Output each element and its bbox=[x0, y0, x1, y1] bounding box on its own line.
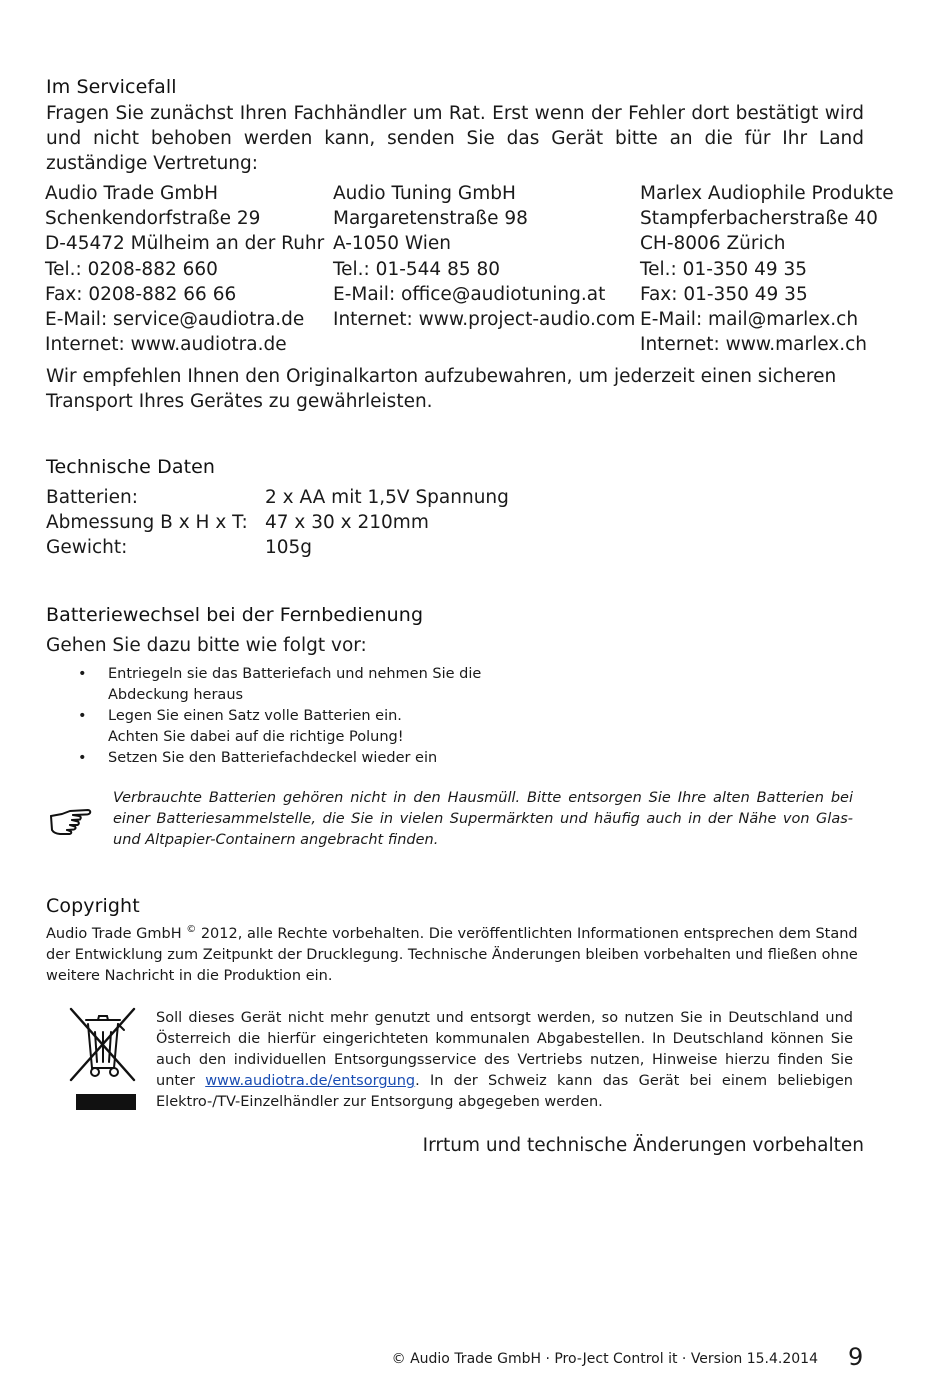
contact-line: Internet: www.project-audio.com bbox=[333, 309, 636, 331]
page-number: 9 bbox=[848, 1343, 864, 1371]
battery-note: Verbrauchte Batterien gehören nicht in den Hausmüll. Bitte entsorgen Sie Ihre alten Batterien bei einer Batteriesammelstelle, die Sie in vielen Supermärkten und häufig auch in der Nähe von Glas- und Altpapier-Containern angebracht finden. bbox=[113, 790, 853, 848]
contact-line: Margaretenstraße 98 bbox=[333, 208, 528, 230]
battery-intro: Gehen Sie dazu bitte wie folgt vor: bbox=[46, 635, 367, 656]
contact-line: Audio Tuning GmbH bbox=[333, 183, 516, 204]
disclaimer: Irrtum und technische Änderungen vorbehalten bbox=[422, 1135, 864, 1156]
service-recommendation: Wir empfehlen Ihnen den Originalkarton aufzubewahren, um jederzeit einen sicheren Transport Ihres Gerätes zu gewährleisten. bbox=[46, 366, 837, 412]
footer-text: © Audio Trade GmbH · Pro-Ject Control it · Version 15.4.2014 bbox=[391, 1351, 818, 1367]
service-heading: Im Servicefall bbox=[46, 76, 177, 98]
disposal-link[interactable]: www.audiotra.de/entsorgung bbox=[205, 1073, 416, 1089]
spec-row bbox=[46, 510, 509, 535]
list-item bbox=[46, 706, 646, 748]
copyright-company: Audio Trade GmbH bbox=[46, 926, 182, 942]
contact-line: E-Mail: office@audiotuning.at bbox=[333, 283, 606, 305]
contact-germany bbox=[45, 181, 324, 357]
contact-line: Tel.: 01-544 85 80 bbox=[333, 258, 501, 280]
contact-line: Schenkendorfstraße 29 bbox=[45, 208, 261, 230]
contact-switzerland bbox=[640, 181, 894, 357]
step-line: Abdeckung heraus bbox=[108, 687, 244, 703]
contact-line: Internet: www.audiotra.de bbox=[45, 334, 287, 356]
pointing-hand-icon bbox=[48, 804, 92, 838]
contact-austria bbox=[333, 181, 635, 332]
copyright-text bbox=[46, 924, 864, 987]
copyright-symbol: © bbox=[186, 924, 197, 936]
spec-value: 47 x 30 x 210mm bbox=[265, 512, 429, 534]
spec-value: 2 x AA mit 1,5V Spannung bbox=[265, 487, 509, 508]
step-line: Legen Sie einen Satz volle Batterien ein. bbox=[108, 708, 402, 724]
copyright-heading: Copyright bbox=[46, 895, 140, 917]
disposal-text-after: . In der Schweiz kann das Gerät bei einem beliebigen Elektro-/TV-Einzelhändler zur Entsorgung abgegeben werden. bbox=[156, 1073, 853, 1110]
spec-row bbox=[46, 485, 509, 510]
spec-row bbox=[46, 535, 509, 560]
specs-table bbox=[46, 485, 509, 561]
contact-line: A-1050 Wien bbox=[333, 233, 452, 255]
battery-heading: Batteriewechsel bei der Fernbedienung bbox=[46, 604, 424, 626]
spec-label: Batterien: bbox=[46, 487, 139, 508]
disposal-text bbox=[156, 1008, 853, 1113]
battery-steps bbox=[46, 664, 646, 769]
list-item bbox=[46, 664, 646, 706]
spec-label: Abmessung B x H x T: bbox=[46, 512, 248, 534]
contact-line: Tel.: 0208-882 660 bbox=[45, 258, 218, 280]
contact-line: Audio Trade GmbH bbox=[45, 183, 219, 204]
step-line: Achten Sie dabei auf die richtige Polung! bbox=[108, 729, 404, 745]
list-item bbox=[46, 748, 646, 769]
spec-value: 105g bbox=[265, 537, 313, 559]
step-line: Setzen Sie den Batteriefachdeckel wieder ein bbox=[108, 750, 438, 766]
contact-line: Fax: 01-350 49 35 bbox=[640, 283, 808, 305]
contact-line: Internet: www.marlex.ch bbox=[640, 334, 868, 356]
contact-line: E-Mail: service@audiotra.de bbox=[45, 309, 305, 331]
contact-line: CH-8006 Zürich bbox=[640, 233, 786, 255]
contact-line: Fax: 0208-882 66 66 bbox=[45, 283, 237, 305]
contact-line: Marlex Audiophile Produkte bbox=[640, 183, 894, 204]
contact-line: Tel.: 01-350 49 35 bbox=[640, 258, 808, 280]
crossed-out-wheelie-bin-icon bbox=[68, 1006, 138, 1112]
disposal-text-before: Soll dieses Gerät nicht mehr genutzt und entsorgt werden, so nutzen Sie in Deutschland und Österreich die hierfür eingerichteten kommunalen Abgabestellen. In Deutschland können Sie auch den individuellen Entsorgungsservice des Vertriebs nutzen, Hinweise hierzu finden Sie unter bbox=[156, 1010, 853, 1089]
specs-heading: Technische Daten bbox=[46, 456, 216, 478]
step-line: Entriegeln sie das Batteriefach und nehmen Sie die bbox=[108, 666, 482, 682]
contact-line: D-45472 Mülheim an der Ruhr bbox=[45, 233, 325, 255]
spec-label: Gewicht: bbox=[46, 537, 128, 559]
contact-line: E-Mail: mail@marlex.ch bbox=[640, 309, 859, 331]
contact-line: Stampferbacherstraße 40 bbox=[640, 208, 878, 230]
service-intro: Fragen Sie zunächst Ihren Fachhändler um Rat. Erst wenn der Fehler dort bestätigt wird und nicht behoben werden kann, senden Sie das Gerät bitte an die für Ihr Land zuständige Vertretung: bbox=[46, 103, 864, 174]
copyright-body: 2012, alle Rechte vorbehalten. Die veröffentlichten Informationen entsprechen dem Stand der Entwicklung zum Zeitpunkt der Drucklegung. Technische Änderungen bleiben vorbehalten und fließen ohne weitere Nachricht in die Produktion ein. bbox=[46, 926, 858, 984]
